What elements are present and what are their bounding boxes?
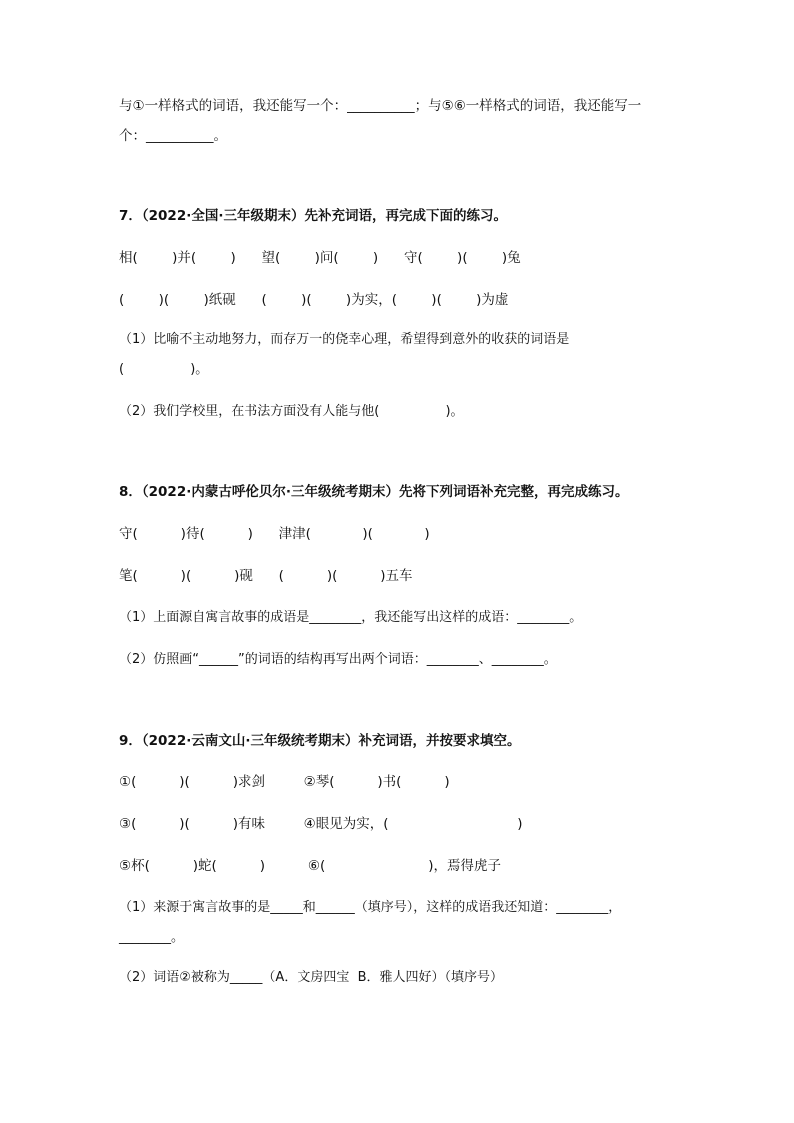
text-line: （2）仿照画“______”的词语的结构再写出两个词语：________、________。 — [119, 652, 557, 667]
text-line: （2）词语②被称为_____（A．文房四宝 B．雅人四好）（填序号） — [119, 970, 504, 985]
text-line: 相( )并( ) 望( )问( ) 守( )( )兔 — [119, 250, 521, 266]
text-line: （1）上面源自寓言故事的成语是________，我还能写出这样的成语：________。 — [119, 610, 583, 625]
text-line: 个：__________。 — [119, 128, 227, 144]
text-line: （1）比喻不主动地努力，而存万一的侥幸心理，希望得到意外的收获的词语是 — [119, 332, 570, 347]
text-line: 笔( )( )砚 ( )( )五车 — [119, 568, 413, 584]
text-line: ③( )( )有味 ④眼见为实，( ) — [119, 816, 523, 832]
text-line: 与①一样格式的词语，我还能写一个：__________；与⑤⑥一样格式的词语，我还能写一 — [119, 98, 642, 114]
text-line: 守( )待( ) 津津( )( ) — [119, 526, 430, 542]
question-8-title: 8．（2022·内蒙古呼伦贝尔·三年级统考期末）先将下列词语补充完整，再完成练习。 — [119, 484, 629, 500]
text-line: ________。 — [119, 930, 185, 945]
text-line: ①( )( )求剑 ②琴( )书( ) — [119, 774, 450, 790]
text-line: （1）来源于寓言故事的是_____和______（填序号），这样的成语我还知道：________， — [119, 900, 622, 915]
question-7-title: 7．（2022·全国·三年级期末）先补充词语，再完成下面的练习。 — [119, 208, 507, 224]
text-line: ( )( )纸砚 ( )( )为实，( )( )为虚 — [119, 292, 509, 308]
text-line: ( )。 — [119, 362, 209, 377]
question-9-title: 9．（2022·云南文山·三年级统考期末）补充词语，并按要求填空。 — [119, 733, 521, 749]
text-line: ⑤杯( )蛇( ) ⑥( )，焉得虎子 — [119, 858, 502, 874]
text-line: （2）我们学校里，在书法方面没有人能与他( )。 — [119, 404, 464, 419]
